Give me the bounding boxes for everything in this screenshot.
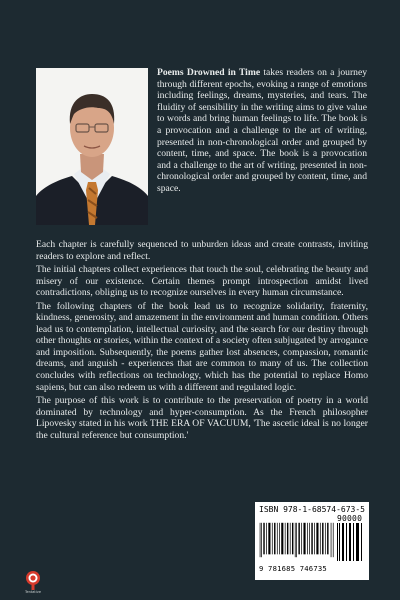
blurb-intro bbox=[157, 67, 367, 195]
barcode-bars-icon bbox=[259, 516, 335, 564]
price-code: 90000 bbox=[337, 514, 363, 523]
book-title: Poems Drowned in Time bbox=[157, 67, 261, 78]
barcode-digits: 9 781685 746735 bbox=[259, 564, 327, 573]
blurb-paragraph: Each chapter is carefully sequenced to unburden ideas and create contrasts, inviting readers to explore and reflect. bbox=[36, 239, 368, 262]
publisher-logo-icon bbox=[25, 570, 41, 592]
blurb-body bbox=[36, 239, 368, 443]
blurb-paragraph: The following chapters of the book lead us to recognize solidarity, fraternity, kindness, generosity, and amazement in the environment and human condition. Others lead us to contemplation, intellectual curiosity, and the search for our destiny through other thoughts or stories, within the context of a society often subjugated by arrogance and imposition. Subsequently, the poems gather lost absences, compassion, romantic dreams, and anguish - experiences that are common to many of us. The collection concludes with reflections on technology, which has the potential to replace Homo sapiens, but can also redeem us with a different and regulated logic. bbox=[36, 300, 368, 393]
blurb-paragraph: The initial chapters collect experiences that touch the soul, celebrating the beauty and misery of our existence. Certain themes prompt introspection amidst lived contradictions, obliging us to recognize ourselves in every human circumstance. bbox=[36, 264, 368, 299]
price-barcode-icon bbox=[337, 523, 363, 561]
publisher-name: Tentative bbox=[24, 590, 41, 594]
publisher-logo bbox=[25, 570, 41, 592]
blurb-paragraph: The purpose of this work is to contribute to the preservation of poetry in a world dominated by technology and hyper-consumption. As the French philosopher Lipovesky stated in his work THE ERA OF VACUUM, 'The ascetic ideal is no longer the cultural reference but consumption.' bbox=[36, 395, 368, 441]
author-photo bbox=[36, 68, 148, 225]
isbn-number: ISBN 978-1-68574-673-5 bbox=[259, 505, 365, 514]
author-portrait-icon bbox=[36, 68, 148, 225]
isbn-barcode bbox=[255, 502, 369, 580]
blurb-intro-text: takes readers on a journey through different epochs, evoking a range of emotions including feelings, dreams, mysteries, and tears. The fluidity of sensibility in the writing aims to give value to words and bring human feelings to life. The book is a provocation and a challenge to the art of writing, presented in non-chronological order and grouped by content, time, and space. The book is a provocation and a challenge to the art of writing, presented in non-chronological order and grouped by content, time, and space. bbox=[157, 67, 367, 194]
